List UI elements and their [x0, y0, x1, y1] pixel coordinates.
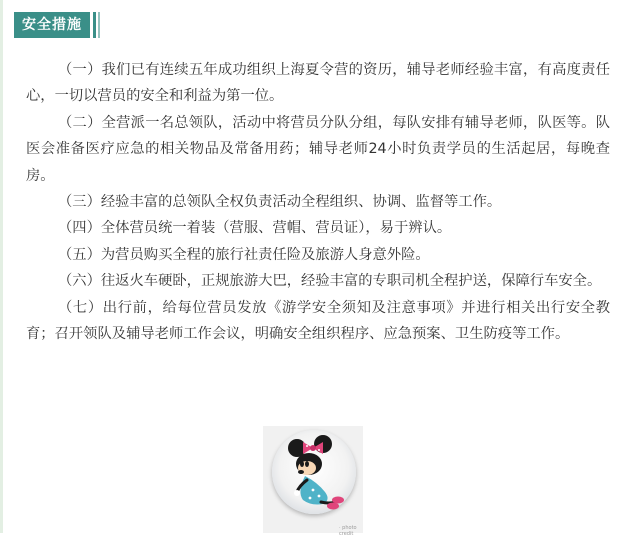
measure-paragraph-2: （二）全营派一名总领队，活动中将营员分队分组，每队安排有辅导老师，队医等。队医会准备医疗应急的相关物品及常备用药；辅导老师24小时负责学员的生活起居，每晚查房。	[26, 114, 610, 184]
measure-paragraph-4: （四）全体营员统一着装（营服、营帽、营员证），易于辨认。	[58, 220, 452, 237]
minnie-mouse-avatar-icon	[263, 426, 363, 533]
measure-paragraph-1: （一）我们已有连续五年成功组织上海夏令营的资历，辅导老师经验丰富，有高度责任心，一切以营员的安全和利益为第一位。	[26, 62, 610, 105]
decorative-image	[263, 426, 363, 537]
title-accent-bar	[93, 12, 96, 38]
measure-paragraph-7: （七）出行前，给每位营员发放《游学安全须知及注意事项》并进行相关出行安全教育；召开领队及辅导老师工作会议，明确安全组织程序、应急预案、卫生防疫等工作。	[26, 299, 610, 343]
measure-paragraph-6: （六）往返火车硬卧，正规旅游大巴，经验丰富的专职司机全程护送，保障行车安全。	[58, 273, 602, 290]
left-frame-border	[0, 0, 3, 533]
measures-content	[26, 57, 610, 347]
section-title: 安全措施	[14, 12, 90, 38]
title-accent-bar-thin	[98, 12, 100, 38]
measure-paragraph-5: （五）为营员购买全程的旅行社责任险及旅游人身意外险。	[58, 246, 430, 263]
measure-paragraph-3: （三）经验丰富的总领队全权负责活动全程组织、协调、监督等工作。	[58, 194, 502, 211]
section-header	[14, 12, 100, 38]
image-credit: · photo credit	[339, 525, 357, 537]
